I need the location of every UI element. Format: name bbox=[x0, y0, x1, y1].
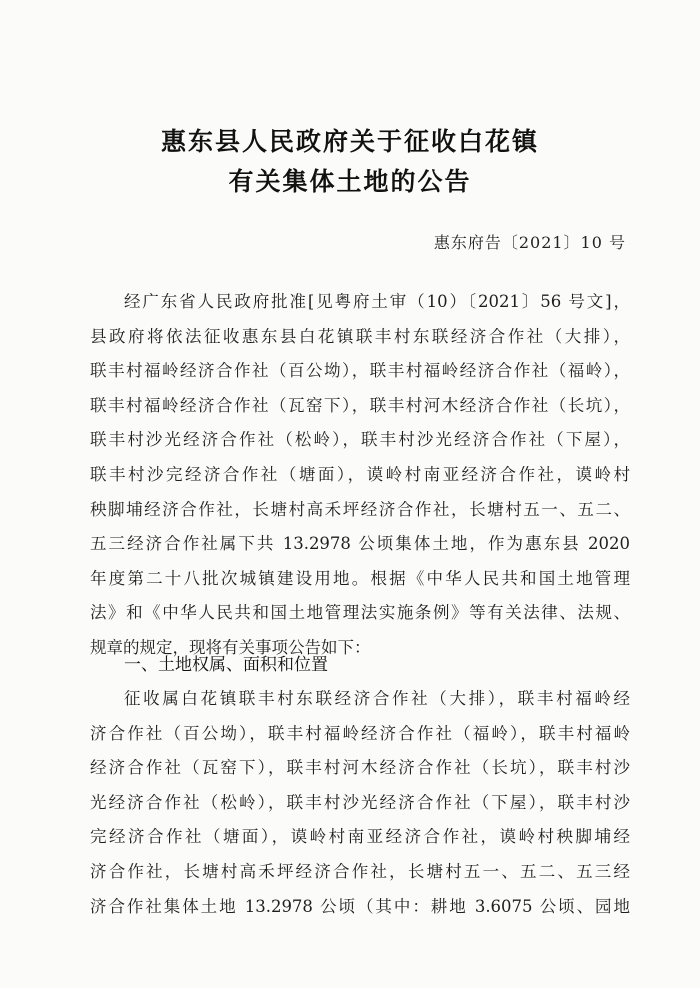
section-heading: 一、土地权属、面积和位置 bbox=[124, 655, 328, 675]
text-line: 济合作社（百公坳），联丰村福岭经济合作社（福岭），联丰村福岭 bbox=[90, 723, 630, 743]
text-line: 联丰村沙光经济合作社（松岭），联丰村沙光经济合作社（下屋）， bbox=[90, 430, 630, 450]
text-line: 征收属白花镇联丰村东联经济合作社（大排），联丰村福岭经 bbox=[124, 689, 630, 708]
text-line: 年度第二十八批次城镇建设用地。根据《中华人民共和国土地管理 bbox=[90, 568, 630, 588]
text-line: 经济合作社（瓦窑下），联丰村河木经济合作社（长坑），联丰村沙 bbox=[90, 758, 630, 778]
text-line: 县政府将依法征收惠东县白花镇联丰村东联经济合作社（大排）， bbox=[90, 326, 630, 346]
text-line: 济合作社，长塘村高禾坪经济合作社，长塘村五一、五二、五三经 bbox=[90, 861, 630, 881]
text-line: 经广东省人民政府批准[见粤府土审（10）〔2021〕56 号文]， bbox=[124, 292, 630, 311]
text-line: 济合作社集体土地 13.2978 公顷（其中：耕地 3.6075 公顷、园地 bbox=[90, 896, 630, 916]
document-number: 惠东府告〔2021〕10 号 bbox=[433, 233, 626, 252]
text-line: 联丰村沙完经济合作社（塘面），谟岭村南亚经济合作社，谟岭村 bbox=[90, 464, 630, 484]
document-title-line2: 有关集体土地的公告 bbox=[228, 167, 472, 196]
text-line: 秧脚埔经济合作社，长塘村高禾坪经济合作社，长塘村五一、五二、 bbox=[90, 499, 630, 519]
text-line: 光经济合作社（松岭），联丰村沙光经济合作社（下屋），联丰村沙 bbox=[90, 792, 630, 812]
paragraph-intro bbox=[90, 285, 630, 666]
text-line: 法》和《中华人民共和国土地管理法实施条例》等有关法律、法规、 bbox=[90, 603, 630, 623]
text-line: 联丰村福岭经济合作社（瓦窑下），联丰村河木经济合作社（长坑）， bbox=[90, 395, 630, 415]
document-title-line1: 惠东县人民政府关于征收白花镇 bbox=[160, 127, 539, 156]
text-line: 规章的规定，现将有关事项公告如下： bbox=[90, 637, 371, 657]
text-line: 完经济合作社（塘面），谟岭村南亚经济合作社，谟岭村秧脚埔经 bbox=[90, 827, 630, 847]
text-line: 五三经济合作社属下共 13.2978 公顷集体土地，作为惠东县 2020 bbox=[90, 534, 630, 554]
paragraph-land-ownership bbox=[90, 682, 630, 924]
text-line: 联丰村福岭经济合作社（百公坳），联丰村福岭经济合作社（福岭）， bbox=[90, 361, 630, 381]
